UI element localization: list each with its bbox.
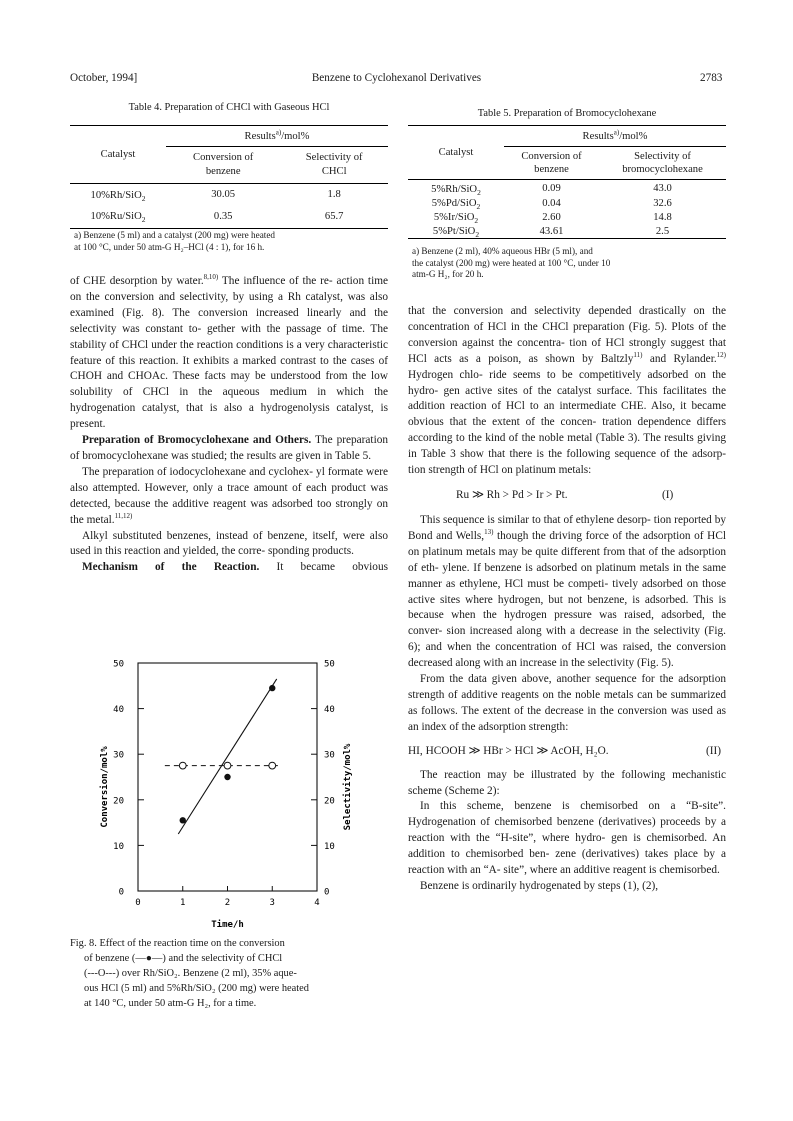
- section-heading: Mechanism of the Reaction.: [82, 561, 260, 574]
- x-tick-label: 4: [314, 898, 320, 908]
- table4-row-conversion: 0.35: [213, 210, 233, 222]
- table4-col-selectivity: Selectivity of CHCl: [305, 152, 363, 177]
- table5-results-head: Results$^{a)}$/mol%: [504, 126, 726, 147]
- x-tick-label: 0: [135, 898, 141, 908]
- table5-row-catalyst: 5%Ir/SiO$_2$: [433, 211, 479, 225]
- table4-col-conversion: Conversion of benzene: [193, 152, 254, 177]
- paragraph: The preparation of iodocyclohexane and cyclohex- yl formate were also attempted. However, only a trace amount of each product was detected, because the additive reagent was adsorbed too strongly on the metal.$^{11,12)}$: [70, 465, 388, 526]
- table4-catalyst-head: Catalyst: [70, 126, 166, 184]
- table4-results-head: Results$^{a)}$/mol%: [166, 126, 388, 147]
- table5-row-catalyst: 5%Pt/SiO$_2$: [432, 225, 480, 239]
- paragraph: This sequence is similar to that of ethylene desorp- tion reported by Bond and Wells,$^{13)}$ though the driving force of the adsorption of HCl on platinum metals may be quite different from that of the adsorption of eth- ylene. If benzene is adsorbed on platinum metals in the same manner as ethylene, HCl must be competi- tively adsorbed on those active sites where hydrogen, but not benzene, is adsorbed. This is because when the hydrogen pressure was raised, adsorbed, the conver- sion increased along with a decrease in the selectivity (Fig. 6); and when the concentration of HCl was raised, the conversion decreased along with an increase in the selectivity (Fig. 5).: [408, 513, 727, 670]
- y2-tick-label: 10: [324, 841, 335, 852]
- x-tick-label: 2: [224, 898, 231, 908]
- paragraph: From the data given above, another sequence for the adsorption strength of additive reagents on the noble metals can be summarized as follows. The extent of the decrease in the conversion was used as an index of the adsorption strength:: [408, 673, 727, 733]
- selectivity-point: [179, 762, 186, 769]
- y-tick-label: 50: [113, 659, 124, 670]
- y2-tick-label: 20: [324, 796, 335, 807]
- table5-title: Table 5. Preparation of Bromocyclohexane: [477, 108, 657, 119]
- running-header-date: October, 1994]: [70, 72, 138, 84]
- page-number: 2783: [700, 72, 723, 84]
- table4-row-catalyst: 10%Ru/SiO$_2$: [90, 210, 146, 224]
- conversion-fit-line: [178, 679, 276, 834]
- table5-catalyst-head: Catalyst: [408, 126, 504, 180]
- figure-8-chart: [80, 652, 370, 932]
- table5-row-catalyst: 5%Pd/SiO$_2$: [431, 197, 481, 211]
- paragraph: In this scheme, benzene is chemisorbed on a “B-site”. Hydrogenation of chemisorbed benzene (derivatives) proceeds by a reaction with the “H-site”, where hydro- gen is chemisorbed. An addition to chemisorbed ben- zene (derivatives) takes place by a reaction with an “A- site”, where an additive reagent is chemisorbed.: [408, 800, 727, 877]
- paragraph: Benzene is ordinarily hydrogenated by steps (1), (2),: [420, 880, 659, 892]
- table5-col-conversion: Conversion of benzene: [521, 151, 582, 175]
- conversion-point: [180, 817, 186, 823]
- y2-tick-label: 0: [324, 887, 330, 898]
- y-tick-label: 10: [113, 841, 124, 852]
- table5-row-selectivity: 14.8: [653, 211, 672, 223]
- section-heading: Preparation of Bromocyclohexane and Others.: [82, 434, 312, 447]
- x-tick-label: 3: [269, 898, 275, 908]
- table5-row-selectivity: 43.0: [653, 182, 672, 194]
- selectivity-point: [224, 762, 231, 769]
- table5-col-selectivity: Selectivity of bromocyclohexane: [622, 151, 703, 175]
- table4-footnote: a) Benzene (5 ml) and a catalyst (200 mg) were heated at 100 °C, under 50 atm-G H₂–HCl (4 : 1), for 16 h.: [74, 230, 276, 252]
- figure-8-caption: Fig. 8. Effect of the reaction time on the conversion of benzene (—●—) and the selectivity of CHCl (---O---) over Rh/SiO₂. Benzene (2 ml), 35% aque- ous HCl (5 ml) and 5%Rh/SiO₂ (200 mg) were heated at 140 °C, under 50 atm-G H₂, for a time.: [70, 938, 309, 1009]
- equation-1: Ru ≫ Rh > Pd > Ir > Pt. (I): [456, 488, 674, 501]
- table4-row-catalyst: 10%Rh/SiO$_2$: [90, 189, 146, 203]
- conversion-point: [269, 685, 275, 691]
- running-header-title: Benzene to Cyclohexanol Derivatives: [311, 72, 482, 84]
- y2-tick-label: 50: [324, 659, 335, 670]
- x-tick-label: 1: [180, 898, 186, 908]
- table5-row-selectivity: 32.6: [653, 197, 672, 209]
- y-tick-label: 30: [113, 750, 124, 761]
- table5-row-catalyst: 5%Rh/SiO$_2$: [431, 183, 481, 197]
- equation-2: HI, HCOOH ≫ HBr > HCl ≫ AcOH, H₂O. (II): [408, 744, 722, 757]
- table5-row-conversion: 0.09: [542, 182, 561, 194]
- table4-row-conversion: 30.05: [211, 188, 236, 200]
- y2-axis-label: Selectivity/mol%: [343, 743, 353, 831]
- conversion-point: [224, 774, 230, 780]
- table5-row-selectivity: 2.5: [655, 225, 670, 237]
- table4: [70, 125, 388, 229]
- y-tick-label: 40: [113, 705, 124, 716]
- table5: [408, 125, 726, 239]
- paragraph: of CHE desorption by water.$^{8,10)}$ The influence of the re- action time on the conversion and selectivity, by using a Rh catalyst, was also examined (Fig. 8). The conversion increased linearly and the selectivity was constant to- gether with the passage of time. The stability of CHCl under the reaction conditions is a very characteristic feature of this reaction. It exhibits a marked contrast to the cases of CHOH and CHOAc. These facts may be understood from the low solubility of CHCl in the aqueous medium in which the hydrogenation catalyst, that is also a hydrogenolysis catalyst, is present.: [70, 273, 389, 431]
- left-column: [70, 274, 388, 576]
- y2-tick-label: 40: [324, 705, 335, 716]
- table4-row-selectivity: 1.8: [327, 188, 341, 200]
- table5-row-conversion: 43.61: [539, 225, 564, 237]
- y-axis-label: Conversion/mol%: [100, 746, 110, 828]
- table5-row-conversion: 2.60: [542, 211, 561, 223]
- table4-title: Table 4. Preparation of CHCl with Gaseous HCl: [128, 102, 330, 113]
- paragraph: The reaction may be illustrated by the following mechanistic scheme (Scheme 2):: [408, 768, 727, 797]
- paragraph: Alkyl substituted benzenes, instead of benzene, itself, were also used in this reaction and yielded, the corre- sponding products.: [70, 529, 388, 558]
- table5-footnote: a) Benzene (2 ml), 40% aqueous HBr (5 ml), and the catalyst (200 mg) were heated at 100 °C, under 10 atm-G H₂, for 20 h.: [412, 246, 611, 280]
- table4-row-selectivity: 65.7: [324, 210, 344, 222]
- y2-tick-label: 30: [324, 750, 335, 761]
- y-tick-label: 0: [118, 887, 124, 898]
- table5-row-conversion: 0.04: [542, 197, 561, 209]
- paragraph: Preparation of Bromocyclohexane and Others. The preparation of bromocyclohexane was studied; the results are given in Table 5.: [70, 434, 389, 462]
- selectivity-point: [269, 762, 276, 769]
- y-tick-label: 20: [113, 796, 124, 807]
- paragraph: that the conversion and selectivity depended drastically on the concentration of HCl in the CHCl preparation (Fig. 5). Plots of the conversion against the concentra- tion of HCl strongly suggest that HCl acts as a poison, as shown by Baltzly$^{11)}$ and Rylander.$^{12)}$ Hydrogen chlo- ride seems to be competitively adsorbed on the hydro- gen active sites of the catalyst surface. This facilitates the addition reaction of HCl to an intermediate CHE. Also, it became obvious that the extent of the concen- tration dependence differs according to the kind of the noble metal (Table 3). The results giving in Table 3 show that there is the following sequence of the adsorp- tion strength of HCl on platinum metals:: [408, 305, 727, 477]
- paragraph: Mechanism of the Reaction. It became obvious: [82, 561, 388, 574]
- x-axis-label: Time/h: [211, 920, 244, 930]
- right-column: [408, 304, 726, 895]
